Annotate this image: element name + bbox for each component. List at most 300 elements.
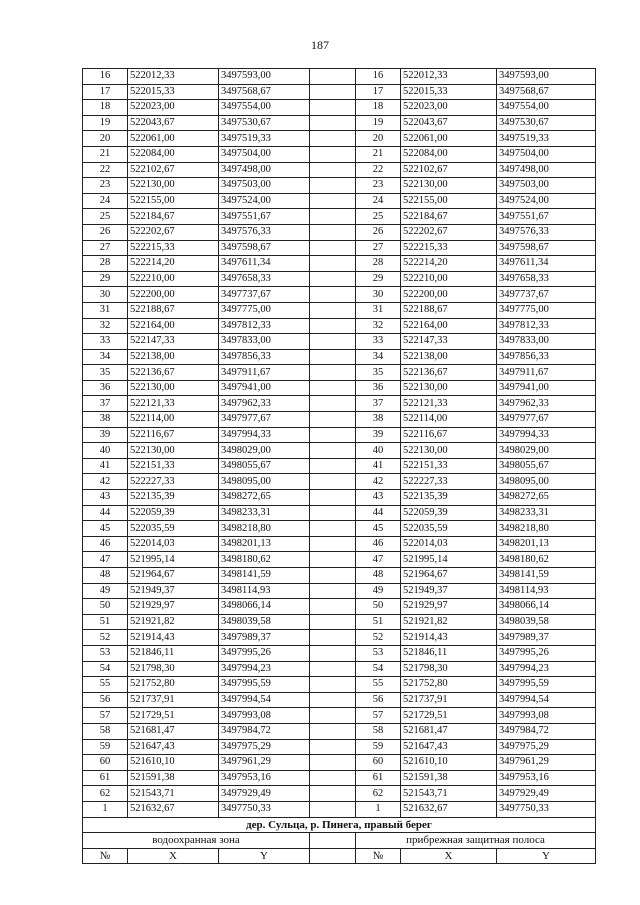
point-number-left: 49 <box>83 583 128 599</box>
x-coordinate-right: 522130,00 <box>401 178 497 194</box>
header-y-right: Y <box>497 848 596 864</box>
y-coordinate-right: 3497993,08 <box>497 708 596 724</box>
x-coordinate-left: 521914,43 <box>128 630 219 646</box>
point-number-left: 38 <box>83 412 128 428</box>
y-coordinate-left: 3497984,72 <box>219 723 310 739</box>
y-coordinate-right: 3497977,67 <box>497 412 596 428</box>
point-number-right: 27 <box>356 240 401 256</box>
x-coordinate-right: 521964,67 <box>401 568 497 584</box>
x-coordinate-left: 522102,67 <box>128 162 219 178</box>
table-row <box>83 131 596 147</box>
x-coordinate-left: 522200,00 <box>128 287 219 303</box>
point-number-left: 45 <box>83 521 128 537</box>
x-coordinate-right: 522184,67 <box>401 209 497 225</box>
x-coordinate-right: 521921,82 <box>401 614 497 630</box>
y-coordinate-left: 3497775,00 <box>219 302 310 318</box>
y-coordinate-left: 3497611,34 <box>219 256 310 272</box>
y-coordinate-left: 3497994,54 <box>219 692 310 708</box>
y-coordinate-left: 3497994,23 <box>219 661 310 677</box>
column-gap <box>310 115 356 131</box>
column-gap <box>310 69 356 85</box>
point-number-left: 44 <box>83 505 128 521</box>
y-coordinate-right: 3498114,93 <box>497 583 596 599</box>
point-number-right: 18 <box>356 100 401 116</box>
point-number-right: 23 <box>356 178 401 194</box>
point-number-left: 62 <box>83 786 128 802</box>
y-coordinate-left: 3497994,33 <box>219 427 310 443</box>
column-gap <box>310 349 356 365</box>
y-coordinate-right: 3497994,33 <box>497 427 596 443</box>
point-number-left: 34 <box>83 349 128 365</box>
y-coordinate-right: 3497856,33 <box>497 349 596 365</box>
y-coordinate-right: 3497975,29 <box>497 739 596 755</box>
column-gap <box>310 614 356 630</box>
column-gap <box>310 458 356 474</box>
point-number-right: 62 <box>356 786 401 802</box>
right-zone-label: прибрежная защитная полоса <box>356 833 596 849</box>
table-row <box>83 427 596 443</box>
y-coordinate-right: 3498201,13 <box>497 536 596 552</box>
point-number-right: 29 <box>356 271 401 287</box>
point-number-left: 23 <box>83 178 128 194</box>
column-gap <box>310 302 356 318</box>
y-coordinate-right: 3497961,29 <box>497 755 596 771</box>
y-coordinate-right: 3497598,67 <box>497 240 596 256</box>
column-gap <box>310 334 356 350</box>
y-coordinate-left: 3498201,13 <box>219 536 310 552</box>
point-number-right: 56 <box>356 692 401 708</box>
point-number-left: 57 <box>83 708 128 724</box>
y-coordinate-left: 3498180,62 <box>219 552 310 568</box>
point-number-left: 41 <box>83 458 128 474</box>
point-number-right: 44 <box>356 505 401 521</box>
y-coordinate-right: 3497504,00 <box>497 146 596 162</box>
x-coordinate-left: 522215,33 <box>128 240 219 256</box>
x-coordinate-left: 521846,11 <box>128 645 219 661</box>
point-number-left: 33 <box>83 334 128 350</box>
x-coordinate-right: 522136,67 <box>401 365 497 381</box>
x-coordinate-right: 522215,33 <box>401 240 497 256</box>
y-coordinate-left: 3497551,67 <box>219 209 310 225</box>
point-number-left: 1 <box>83 801 128 817</box>
x-coordinate-right: 521591,38 <box>401 770 497 786</box>
point-number-right: 35 <box>356 365 401 381</box>
x-coordinate-left: 521964,67 <box>128 568 219 584</box>
table-row <box>83 84 596 100</box>
x-coordinate-left: 522043,67 <box>128 115 219 131</box>
x-coordinate-left: 522130,00 <box>128 443 219 459</box>
table-row <box>83 645 596 661</box>
x-coordinate-right: 521632,67 <box>401 801 497 817</box>
y-coordinate-right: 3497568,67 <box>497 84 596 100</box>
x-coordinate-right: 522023,00 <box>401 100 497 116</box>
point-number-left: 46 <box>83 536 128 552</box>
y-coordinate-right: 3498055,67 <box>497 458 596 474</box>
column-gap <box>310 536 356 552</box>
point-number-left: 43 <box>83 490 128 506</box>
y-coordinate-left: 3498055,67 <box>219 458 310 474</box>
point-number-left: 21 <box>83 146 128 162</box>
x-coordinate-right: 521543,71 <box>401 786 497 802</box>
table-row <box>83 146 596 162</box>
column-gap <box>310 271 356 287</box>
table-row <box>83 692 596 708</box>
x-coordinate-right: 522014,03 <box>401 536 497 552</box>
point-number-left: 55 <box>83 677 128 693</box>
point-number-left: 22 <box>83 162 128 178</box>
point-number-right: 28 <box>356 256 401 272</box>
point-number-left: 35 <box>83 365 128 381</box>
y-coordinate-right: 3498180,62 <box>497 552 596 568</box>
y-coordinate-left: 3497504,00 <box>219 146 310 162</box>
y-coordinate-left: 3497658,33 <box>219 271 310 287</box>
x-coordinate-right: 521846,11 <box>401 645 497 661</box>
column-gap <box>310 848 356 864</box>
y-coordinate-right: 3497611,34 <box>497 256 596 272</box>
point-number-right: 24 <box>356 193 401 209</box>
y-coordinate-right: 3497519,33 <box>497 131 596 147</box>
column-gap <box>310 583 356 599</box>
table-row <box>83 287 596 303</box>
point-number-right: 51 <box>356 614 401 630</box>
x-coordinate-left: 522014,03 <box>128 536 219 552</box>
y-coordinate-left: 3497962,33 <box>219 396 310 412</box>
y-coordinate-right: 3497503,00 <box>497 178 596 194</box>
x-coordinate-left: 521591,38 <box>128 770 219 786</box>
table-row <box>83 162 596 178</box>
point-number-right: 61 <box>356 770 401 786</box>
table-row <box>83 490 596 506</box>
point-number-left: 40 <box>83 443 128 459</box>
point-number-right: 30 <box>356 287 401 303</box>
table-row <box>83 521 596 537</box>
table-row <box>83 801 596 817</box>
column-gap <box>310 755 356 771</box>
column-gap <box>310 412 356 428</box>
y-coordinate-left: 3497576,33 <box>219 224 310 240</box>
point-number-right: 39 <box>356 427 401 443</box>
column-gap <box>310 380 356 396</box>
y-coordinate-left: 3498218,80 <box>219 521 310 537</box>
column-gap <box>310 645 356 661</box>
table-row <box>83 349 596 365</box>
point-number-left: 36 <box>83 380 128 396</box>
y-coordinate-right: 3498029,00 <box>497 443 596 459</box>
table-row <box>83 224 596 240</box>
point-number-right: 52 <box>356 630 401 646</box>
y-coordinate-left: 3497524,00 <box>219 193 310 209</box>
point-number-left: 16 <box>83 69 128 85</box>
point-number-right: 19 <box>356 115 401 131</box>
point-number-right: 40 <box>356 443 401 459</box>
point-number-right: 20 <box>356 131 401 147</box>
y-coordinate-right: 3497994,23 <box>497 661 596 677</box>
y-coordinate-right: 3498095,00 <box>497 474 596 490</box>
y-coordinate-right: 3497554,00 <box>497 100 596 116</box>
x-coordinate-left: 521995,14 <box>128 552 219 568</box>
table-row <box>83 458 596 474</box>
table-row <box>83 630 596 646</box>
y-coordinate-right: 3497812,33 <box>497 318 596 334</box>
header-x-left: X <box>128 848 219 864</box>
point-number-left: 18 <box>83 100 128 116</box>
x-coordinate-right: 522035,59 <box>401 521 497 537</box>
y-coordinate-left: 3498141,59 <box>219 568 310 584</box>
x-coordinate-right: 521610,10 <box>401 755 497 771</box>
x-coordinate-right: 521798,30 <box>401 661 497 677</box>
x-coordinate-left: 522059,39 <box>128 505 219 521</box>
y-coordinate-right: 3497524,00 <box>497 193 596 209</box>
x-coordinate-left: 521929,97 <box>128 599 219 615</box>
point-number-right: 34 <box>356 349 401 365</box>
point-number-right: 17 <box>356 84 401 100</box>
y-coordinate-left: 3498029,00 <box>219 443 310 459</box>
y-coordinate-left: 3498114,93 <box>219 583 310 599</box>
x-coordinate-left: 521737,91 <box>128 692 219 708</box>
y-coordinate-right: 3497984,72 <box>497 723 596 739</box>
y-coordinate-right: 3498066,14 <box>497 599 596 615</box>
table-row <box>83 723 596 739</box>
column-gap <box>310 209 356 225</box>
table-row <box>83 380 596 396</box>
table-row <box>83 583 596 599</box>
coordinates-table-body <box>83 69 596 818</box>
header-y-left: Y <box>219 848 310 864</box>
y-coordinate-right: 3497530,67 <box>497 115 596 131</box>
x-coordinate-left: 521681,47 <box>128 723 219 739</box>
column-gap <box>310 240 356 256</box>
x-coordinate-right: 522200,00 <box>401 287 497 303</box>
y-coordinate-right: 3497658,33 <box>497 271 596 287</box>
y-coordinate-left: 3497977,67 <box>219 412 310 428</box>
y-coordinate-right: 3497551,67 <box>497 209 596 225</box>
point-number-right: 54 <box>356 661 401 677</box>
y-coordinate-right: 3497994,54 <box>497 692 596 708</box>
column-gap <box>310 178 356 194</box>
x-coordinate-left: 522188,67 <box>128 302 219 318</box>
column-gap <box>310 801 356 817</box>
point-number-right: 42 <box>356 474 401 490</box>
x-coordinate-left: 521543,71 <box>128 786 219 802</box>
y-coordinate-right: 3497576,33 <box>497 224 596 240</box>
table-row <box>83 256 596 272</box>
y-coordinate-left: 3497568,67 <box>219 84 310 100</box>
point-number-left: 26 <box>83 224 128 240</box>
section-title: дер. Сульца, р. Пинега, правый берег <box>83 817 596 833</box>
table-row <box>83 365 596 381</box>
point-number-right: 31 <box>356 302 401 318</box>
column-gap <box>310 443 356 459</box>
x-coordinate-left: 522136,67 <box>128 365 219 381</box>
y-coordinate-left: 3497989,37 <box>219 630 310 646</box>
column-gap <box>310 474 356 490</box>
x-coordinate-right: 521737,91 <box>401 692 497 708</box>
column-gap <box>310 224 356 240</box>
point-number-left: 53 <box>83 645 128 661</box>
column-gap <box>310 723 356 739</box>
table-row <box>83 755 596 771</box>
point-number-right: 33 <box>356 334 401 350</box>
point-number-left: 32 <box>83 318 128 334</box>
point-number-left: 28 <box>83 256 128 272</box>
header-x-right: X <box>401 848 497 864</box>
column-gap <box>310 770 356 786</box>
table-row <box>83 193 596 209</box>
y-coordinate-right: 3498272,65 <box>497 490 596 506</box>
table-row <box>83 599 596 615</box>
x-coordinate-right: 522188,67 <box>401 302 497 318</box>
table-row <box>83 209 596 225</box>
point-number-right: 57 <box>356 708 401 724</box>
table-row <box>83 318 596 334</box>
column-gap <box>310 833 356 849</box>
column-gap <box>310 256 356 272</box>
point-number-left: 61 <box>83 770 128 786</box>
point-number-left: 48 <box>83 568 128 584</box>
table-row <box>83 412 596 428</box>
header-num-right: № <box>356 848 401 864</box>
x-coordinate-right: 522202,67 <box>401 224 497 240</box>
x-coordinate-right: 522130,00 <box>401 443 497 459</box>
column-gap <box>310 786 356 802</box>
point-number-right: 26 <box>356 224 401 240</box>
x-coordinate-left: 522138,00 <box>128 349 219 365</box>
table-row <box>83 614 596 630</box>
x-coordinate-right: 522043,67 <box>401 115 497 131</box>
point-number-left: 54 <box>83 661 128 677</box>
column-gap <box>310 100 356 116</box>
y-coordinate-right: 3497833,00 <box>497 334 596 350</box>
table-row <box>83 69 596 85</box>
point-number-right: 49 <box>356 583 401 599</box>
table-row <box>83 786 596 802</box>
x-coordinate-left: 522202,67 <box>128 224 219 240</box>
point-number-right: 1 <box>356 801 401 817</box>
table-row <box>83 178 596 194</box>
y-coordinate-right: 3497989,37 <box>497 630 596 646</box>
table-row <box>83 739 596 755</box>
x-coordinate-left: 522121,33 <box>128 396 219 412</box>
point-number-right: 46 <box>356 536 401 552</box>
point-number-left: 50 <box>83 599 128 615</box>
point-number-left: 29 <box>83 271 128 287</box>
x-coordinate-right: 522227,33 <box>401 474 497 490</box>
x-coordinate-right: 522135,39 <box>401 490 497 506</box>
x-coordinate-right: 521647,43 <box>401 739 497 755</box>
point-number-right: 59 <box>356 739 401 755</box>
point-number-left: 47 <box>83 552 128 568</box>
y-coordinate-right: 3498233,31 <box>497 505 596 521</box>
y-coordinate-left: 3497856,33 <box>219 349 310 365</box>
y-coordinate-right: 3497775,00 <box>497 302 596 318</box>
x-coordinate-right: 521995,14 <box>401 552 497 568</box>
point-number-left: 17 <box>83 84 128 100</box>
column-gap <box>310 318 356 334</box>
x-coordinate-right: 522114,00 <box>401 412 497 428</box>
x-coordinate-right: 521752,80 <box>401 677 497 693</box>
x-coordinate-left: 522184,67 <box>128 209 219 225</box>
point-number-left: 27 <box>83 240 128 256</box>
table-row <box>83 677 596 693</box>
column-gap <box>310 505 356 521</box>
column-gap <box>310 162 356 178</box>
column-gap <box>310 661 356 677</box>
column-gap <box>310 396 356 412</box>
table-row <box>83 552 596 568</box>
x-coordinate-left: 521921,82 <box>128 614 219 630</box>
x-coordinate-left: 522130,00 <box>128 178 219 194</box>
y-coordinate-left: 3497598,67 <box>219 240 310 256</box>
y-coordinate-right: 3497737,67 <box>497 287 596 303</box>
x-coordinate-right: 521681,47 <box>401 723 497 739</box>
point-number-left: 51 <box>83 614 128 630</box>
x-coordinate-left: 522210,00 <box>128 271 219 287</box>
point-number-left: 31 <box>83 302 128 318</box>
column-gap <box>310 365 356 381</box>
x-coordinate-right: 522102,67 <box>401 162 497 178</box>
left-zone-label: водоохранная зона <box>83 833 310 849</box>
x-coordinate-right: 522210,00 <box>401 271 497 287</box>
x-coordinate-right: 522164,00 <box>401 318 497 334</box>
y-coordinate-left: 3497737,67 <box>219 287 310 303</box>
table-row <box>83 334 596 350</box>
column-gap <box>310 84 356 100</box>
y-coordinate-right: 3498218,80 <box>497 521 596 537</box>
y-coordinate-left: 3497911,67 <box>219 365 310 381</box>
column-gap <box>310 193 356 209</box>
point-number-right: 47 <box>356 552 401 568</box>
y-coordinate-left: 3497929,49 <box>219 786 310 802</box>
point-number-right: 55 <box>356 677 401 693</box>
point-number-right: 48 <box>356 568 401 584</box>
y-coordinate-left: 3497750,33 <box>219 801 310 817</box>
column-gap <box>310 599 356 615</box>
table-row <box>83 708 596 724</box>
y-coordinate-left: 3498066,14 <box>219 599 310 615</box>
x-coordinate-left: 522114,00 <box>128 412 219 428</box>
column-gap <box>310 552 356 568</box>
point-number-right: 22 <box>356 162 401 178</box>
y-coordinate-right: 3497941,00 <box>497 380 596 396</box>
point-number-left: 30 <box>83 287 128 303</box>
point-number-right: 60 <box>356 755 401 771</box>
y-coordinate-left: 3498233,31 <box>219 505 310 521</box>
point-number-left: 24 <box>83 193 128 209</box>
column-gap <box>310 692 356 708</box>
column-gap <box>310 739 356 755</box>
x-coordinate-left: 521610,10 <box>128 755 219 771</box>
x-coordinate-left: 522214,20 <box>128 256 219 272</box>
point-number-left: 25 <box>83 209 128 225</box>
point-number-left: 52 <box>83 630 128 646</box>
table-row <box>83 240 596 256</box>
column-gap <box>310 521 356 537</box>
column-gap <box>310 131 356 147</box>
point-number-left: 19 <box>83 115 128 131</box>
table-row <box>83 568 596 584</box>
column-gap <box>310 146 356 162</box>
table-row <box>83 100 596 116</box>
column-gap <box>310 708 356 724</box>
y-coordinate-right: 3498141,59 <box>497 568 596 584</box>
y-coordinate-right: 3497929,49 <box>497 786 596 802</box>
column-gap <box>310 490 356 506</box>
y-coordinate-right: 3497995,26 <box>497 645 596 661</box>
x-coordinate-left: 522155,00 <box>128 193 219 209</box>
x-coordinate-left: 522151,33 <box>128 458 219 474</box>
x-coordinate-left: 522084,00 <box>128 146 219 162</box>
y-coordinate-left: 3498095,00 <box>219 474 310 490</box>
